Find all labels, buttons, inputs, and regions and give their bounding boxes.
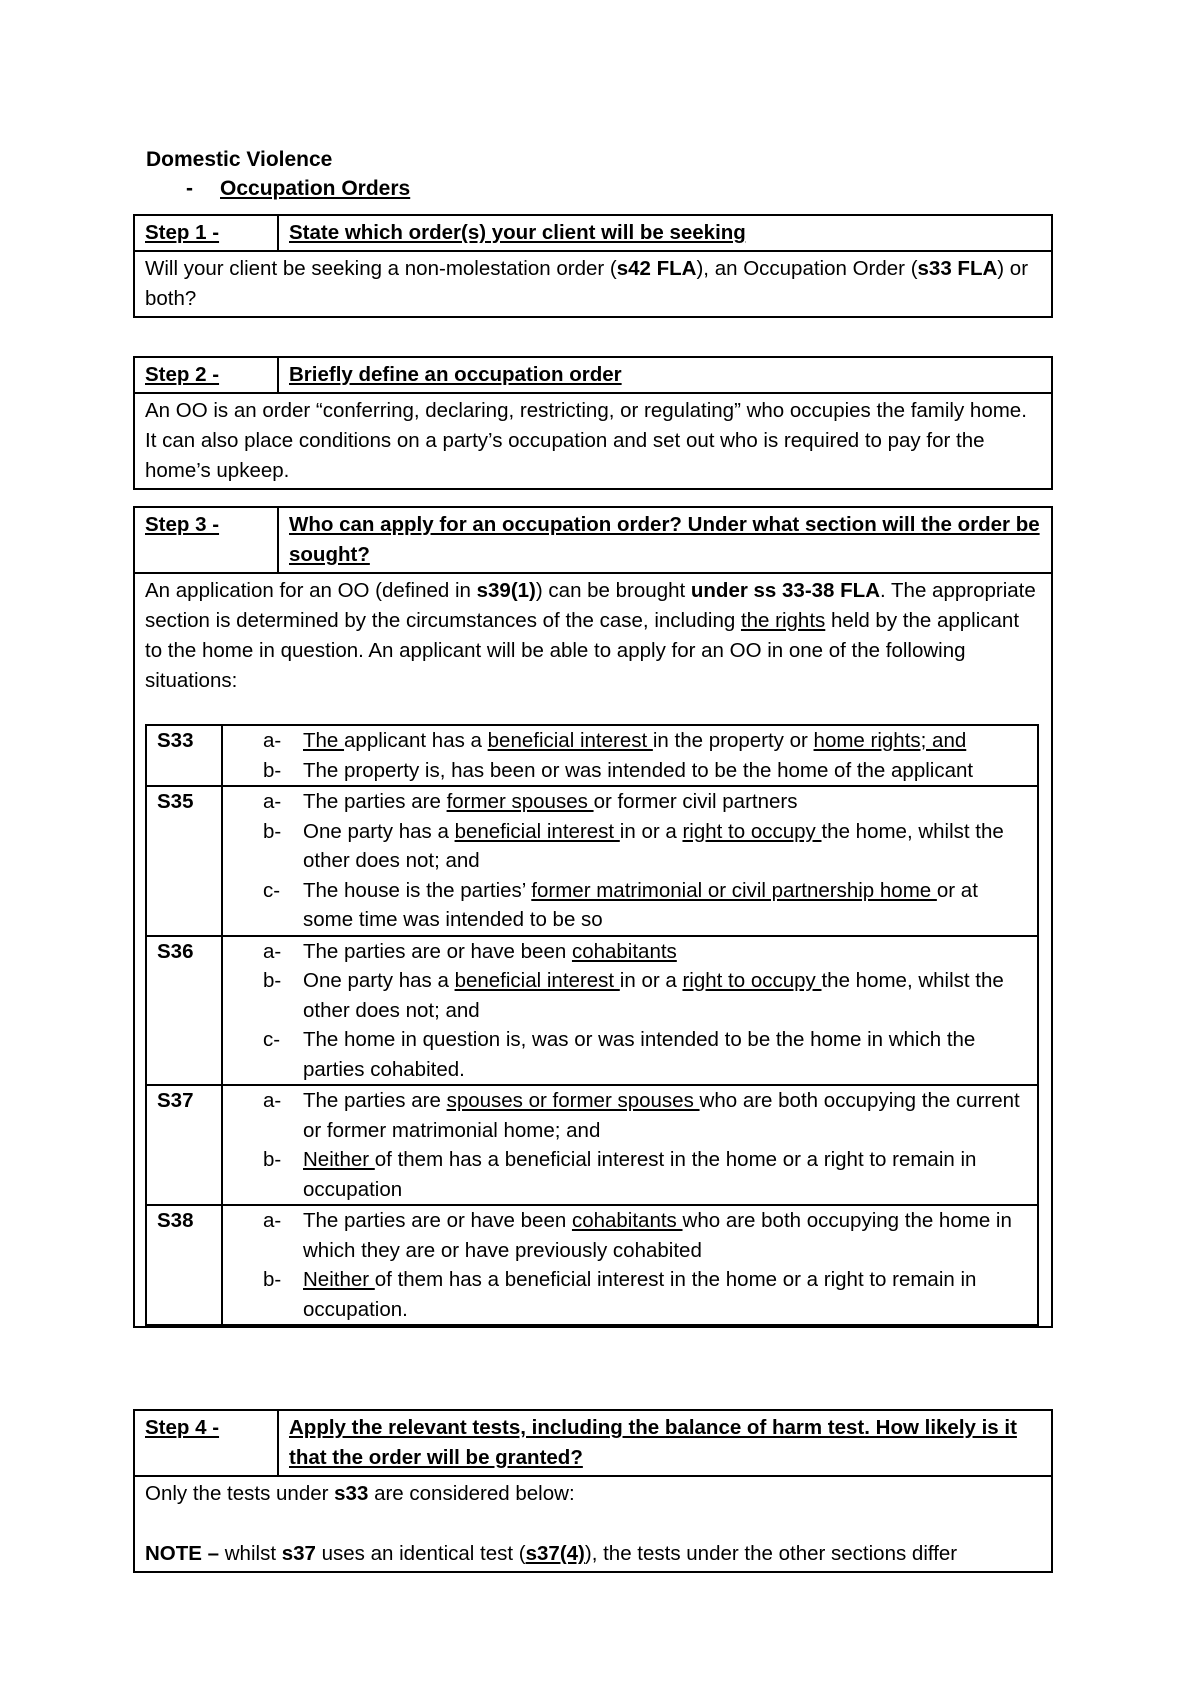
condition-fragment: One party has a xyxy=(303,819,455,843)
step3-heading: Who can apply for an occupation order? Under what section will the order be sought? xyxy=(278,507,1052,573)
step1-label: Step 1 - xyxy=(134,215,278,251)
condition-fragment: in the property or xyxy=(652,729,814,752)
underlined-term: former matrimonial or civil partnership home xyxy=(531,878,937,902)
document-subtitle xyxy=(186,177,410,201)
step3-ref: under ss 33-38 FLA xyxy=(690,579,881,602)
step4-text: uses an identical test ( xyxy=(315,1542,526,1565)
condition-fragment: the home, whilst the other does not; and xyxy=(303,819,1004,872)
section-row xyxy=(146,1085,1038,1205)
section-row xyxy=(146,786,1038,936)
step3-ref: s39(1) xyxy=(476,579,536,602)
condition-fragment: who are both occupying the home in which they are or have previously cohabited xyxy=(303,1209,1012,1262)
condition-item xyxy=(233,1086,1027,1145)
underlined-term: beneficial interest xyxy=(454,819,620,843)
underlined-term: right to occupy xyxy=(682,819,822,843)
section-conditions xyxy=(222,725,1038,786)
condition-item xyxy=(233,966,1027,1025)
condition-fragment: The house is the parties’ xyxy=(303,878,532,902)
condition-item xyxy=(233,817,1027,876)
step1-table xyxy=(133,214,1053,318)
underlined-term: Neither xyxy=(303,1148,375,1171)
condition-text xyxy=(303,966,1027,1025)
condition-fragment: or former civil partners xyxy=(593,790,798,813)
condition-item xyxy=(233,1206,1027,1265)
condition-item xyxy=(233,756,1027,786)
step2-heading: Briefly define an occupation order xyxy=(278,357,1052,393)
underlined-term: beneficial interest xyxy=(487,729,653,752)
step1-text: ), an Occupation Order ( xyxy=(696,257,918,280)
step4-ref: s37 xyxy=(281,1542,316,1565)
step1-text: Will your client be seeking a non-molestation order ( xyxy=(145,257,617,280)
section-row xyxy=(146,1205,1038,1325)
underlined-term: home rights; and xyxy=(813,729,967,752)
condition-text xyxy=(303,1025,1027,1084)
step1-ref: s33 FLA xyxy=(917,257,998,280)
section-code: S33 xyxy=(146,725,222,786)
step2-table xyxy=(133,356,1053,490)
condition-letter: a- xyxy=(263,1209,282,1232)
section-code: S35 xyxy=(146,786,222,936)
condition-item xyxy=(233,1025,1027,1084)
condition-letter: c- xyxy=(263,1028,281,1051)
condition-item xyxy=(233,726,1027,756)
subtitle-bullet: - xyxy=(186,177,193,200)
condition-letter: b- xyxy=(263,1148,282,1171)
section-row xyxy=(146,725,1038,786)
sections-table xyxy=(145,724,1039,1326)
step4-ref: s33 xyxy=(334,1482,369,1505)
document-title: Domestic Violence xyxy=(146,148,333,171)
step4-text: Only the tests under xyxy=(145,1482,335,1505)
condition-text xyxy=(303,876,1027,935)
section-conditions xyxy=(222,936,1038,1086)
condition-fragment: The parties are or have been xyxy=(303,1209,572,1232)
condition-letter: b- xyxy=(263,819,282,843)
condition-item xyxy=(233,787,1027,817)
condition-text xyxy=(303,817,1027,876)
step4-text: whilst xyxy=(224,1542,282,1565)
step4-body xyxy=(134,1476,1052,1572)
step3-underlined: the rights xyxy=(740,609,826,632)
step4-line1 xyxy=(145,1479,1041,1509)
condition-letter: a- xyxy=(263,729,282,752)
underlined-term: Neither xyxy=(303,1268,375,1291)
condition-fragment: The property is, has been or was intended to be the home of the applicant xyxy=(303,758,974,782)
condition-text xyxy=(303,726,1027,756)
condition-item xyxy=(233,1265,1027,1324)
condition-fragment: who are both occupying the current or former matrimonial home; and xyxy=(303,1089,1020,1142)
step3-text: . The appropriate section is determined by the circumstances of the case, including xyxy=(145,579,1036,632)
condition-fragment: in or a xyxy=(619,819,683,843)
condition-item xyxy=(233,937,1027,967)
step3-text: ) can be brought xyxy=(535,579,691,602)
condition-fragment: The parties are xyxy=(303,790,447,813)
condition-letter: b- xyxy=(263,1268,282,1291)
step3-body xyxy=(134,573,1052,1327)
condition-letter: a- xyxy=(263,939,282,963)
condition-fragment: in or a xyxy=(619,969,683,992)
step2-body: An OO is an order “conferring, declaring, restricting, or regulating” who occupies the family home. It can also place conditions on a party’s occupation and set out who is required to pay for the home’s upkeep. xyxy=(134,393,1052,489)
step4-text: are considered below: xyxy=(368,1482,575,1505)
step3-table xyxy=(133,506,1053,1328)
step4-text: ), the tests under the other sections differ xyxy=(584,1542,958,1565)
underlined-term: former spouses xyxy=(446,790,594,813)
condition-letter: b- xyxy=(263,758,282,782)
step4-note xyxy=(145,1539,1041,1569)
condition-fragment: applicant has a xyxy=(344,729,488,752)
section-code: S36 xyxy=(146,936,222,1086)
condition-fragment: of them has a beneficial interest in the home or a right to remain in occupation. xyxy=(303,1268,977,1321)
section-code: S37 xyxy=(146,1085,222,1205)
condition-text xyxy=(303,1086,1027,1145)
underlined-term: cohabitants xyxy=(571,1209,683,1232)
underlined-term: The xyxy=(303,729,345,752)
step3-label: Step 3 - xyxy=(134,507,278,573)
section-conditions xyxy=(222,1205,1038,1325)
condition-text xyxy=(303,937,1027,967)
condition-fragment: of them has a beneficial interest in the home or a right to remain in occupation xyxy=(303,1148,977,1201)
condition-fragment: the home, whilst the other does not; and xyxy=(303,969,1004,1022)
step1-text: ) or both? xyxy=(145,257,1029,310)
step3-paragraph xyxy=(145,576,1041,696)
step1-body xyxy=(134,251,1052,317)
step1-heading: State which order(s) your client will be seeking xyxy=(278,215,1052,251)
step1-ref: s42 FLA xyxy=(616,257,697,280)
underlined-term: right to occupy xyxy=(682,969,822,992)
step4-label: Step 4 - xyxy=(134,1410,278,1476)
step4-heading: Apply the relevant tests, including the balance of harm test. How likely is it that the order will be granted? xyxy=(278,1410,1052,1476)
condition-text xyxy=(303,1265,1027,1324)
condition-fragment: The parties are or have been xyxy=(303,939,572,963)
step3-text: held by the applicant to the home in question. An applicant will be able to apply for an OO in one of the following situations: xyxy=(145,609,1020,692)
note-label: NOTE – xyxy=(145,1542,225,1565)
section-row xyxy=(146,936,1038,1086)
condition-text xyxy=(303,1206,1027,1265)
condition-text xyxy=(303,787,1027,817)
condition-text xyxy=(303,756,1027,786)
condition-fragment: The parties are xyxy=(303,1089,447,1112)
step4-ref: s37(4) xyxy=(525,1542,585,1565)
condition-item xyxy=(233,1145,1027,1204)
condition-letter: b- xyxy=(263,969,282,992)
condition-fragment: The home in question is, was or was intended to be the home in which the parties cohabited. xyxy=(303,1028,976,1081)
underlined-term: beneficial interest xyxy=(454,969,620,992)
section-conditions xyxy=(222,1085,1038,1205)
underlined-term: cohabitants xyxy=(571,939,677,963)
condition-text xyxy=(303,1145,1027,1204)
step3-text: An application for an OO (defined in xyxy=(145,579,477,602)
condition-letter: a- xyxy=(263,790,282,813)
condition-fragment: or at some time was intended to be so xyxy=(303,878,978,931)
condition-item xyxy=(233,876,1027,935)
underlined-term: spouses or former spouses xyxy=(446,1089,700,1112)
step4-table xyxy=(133,1409,1053,1573)
section-conditions xyxy=(222,786,1038,936)
step2-label: Step 2 - xyxy=(134,357,278,393)
condition-letter: c- xyxy=(263,878,281,902)
condition-letter: a- xyxy=(263,1089,282,1112)
condition-fragment: One party has a xyxy=(303,969,455,992)
subtitle-text: Occupation Orders xyxy=(220,177,411,200)
section-code: S38 xyxy=(146,1205,222,1325)
